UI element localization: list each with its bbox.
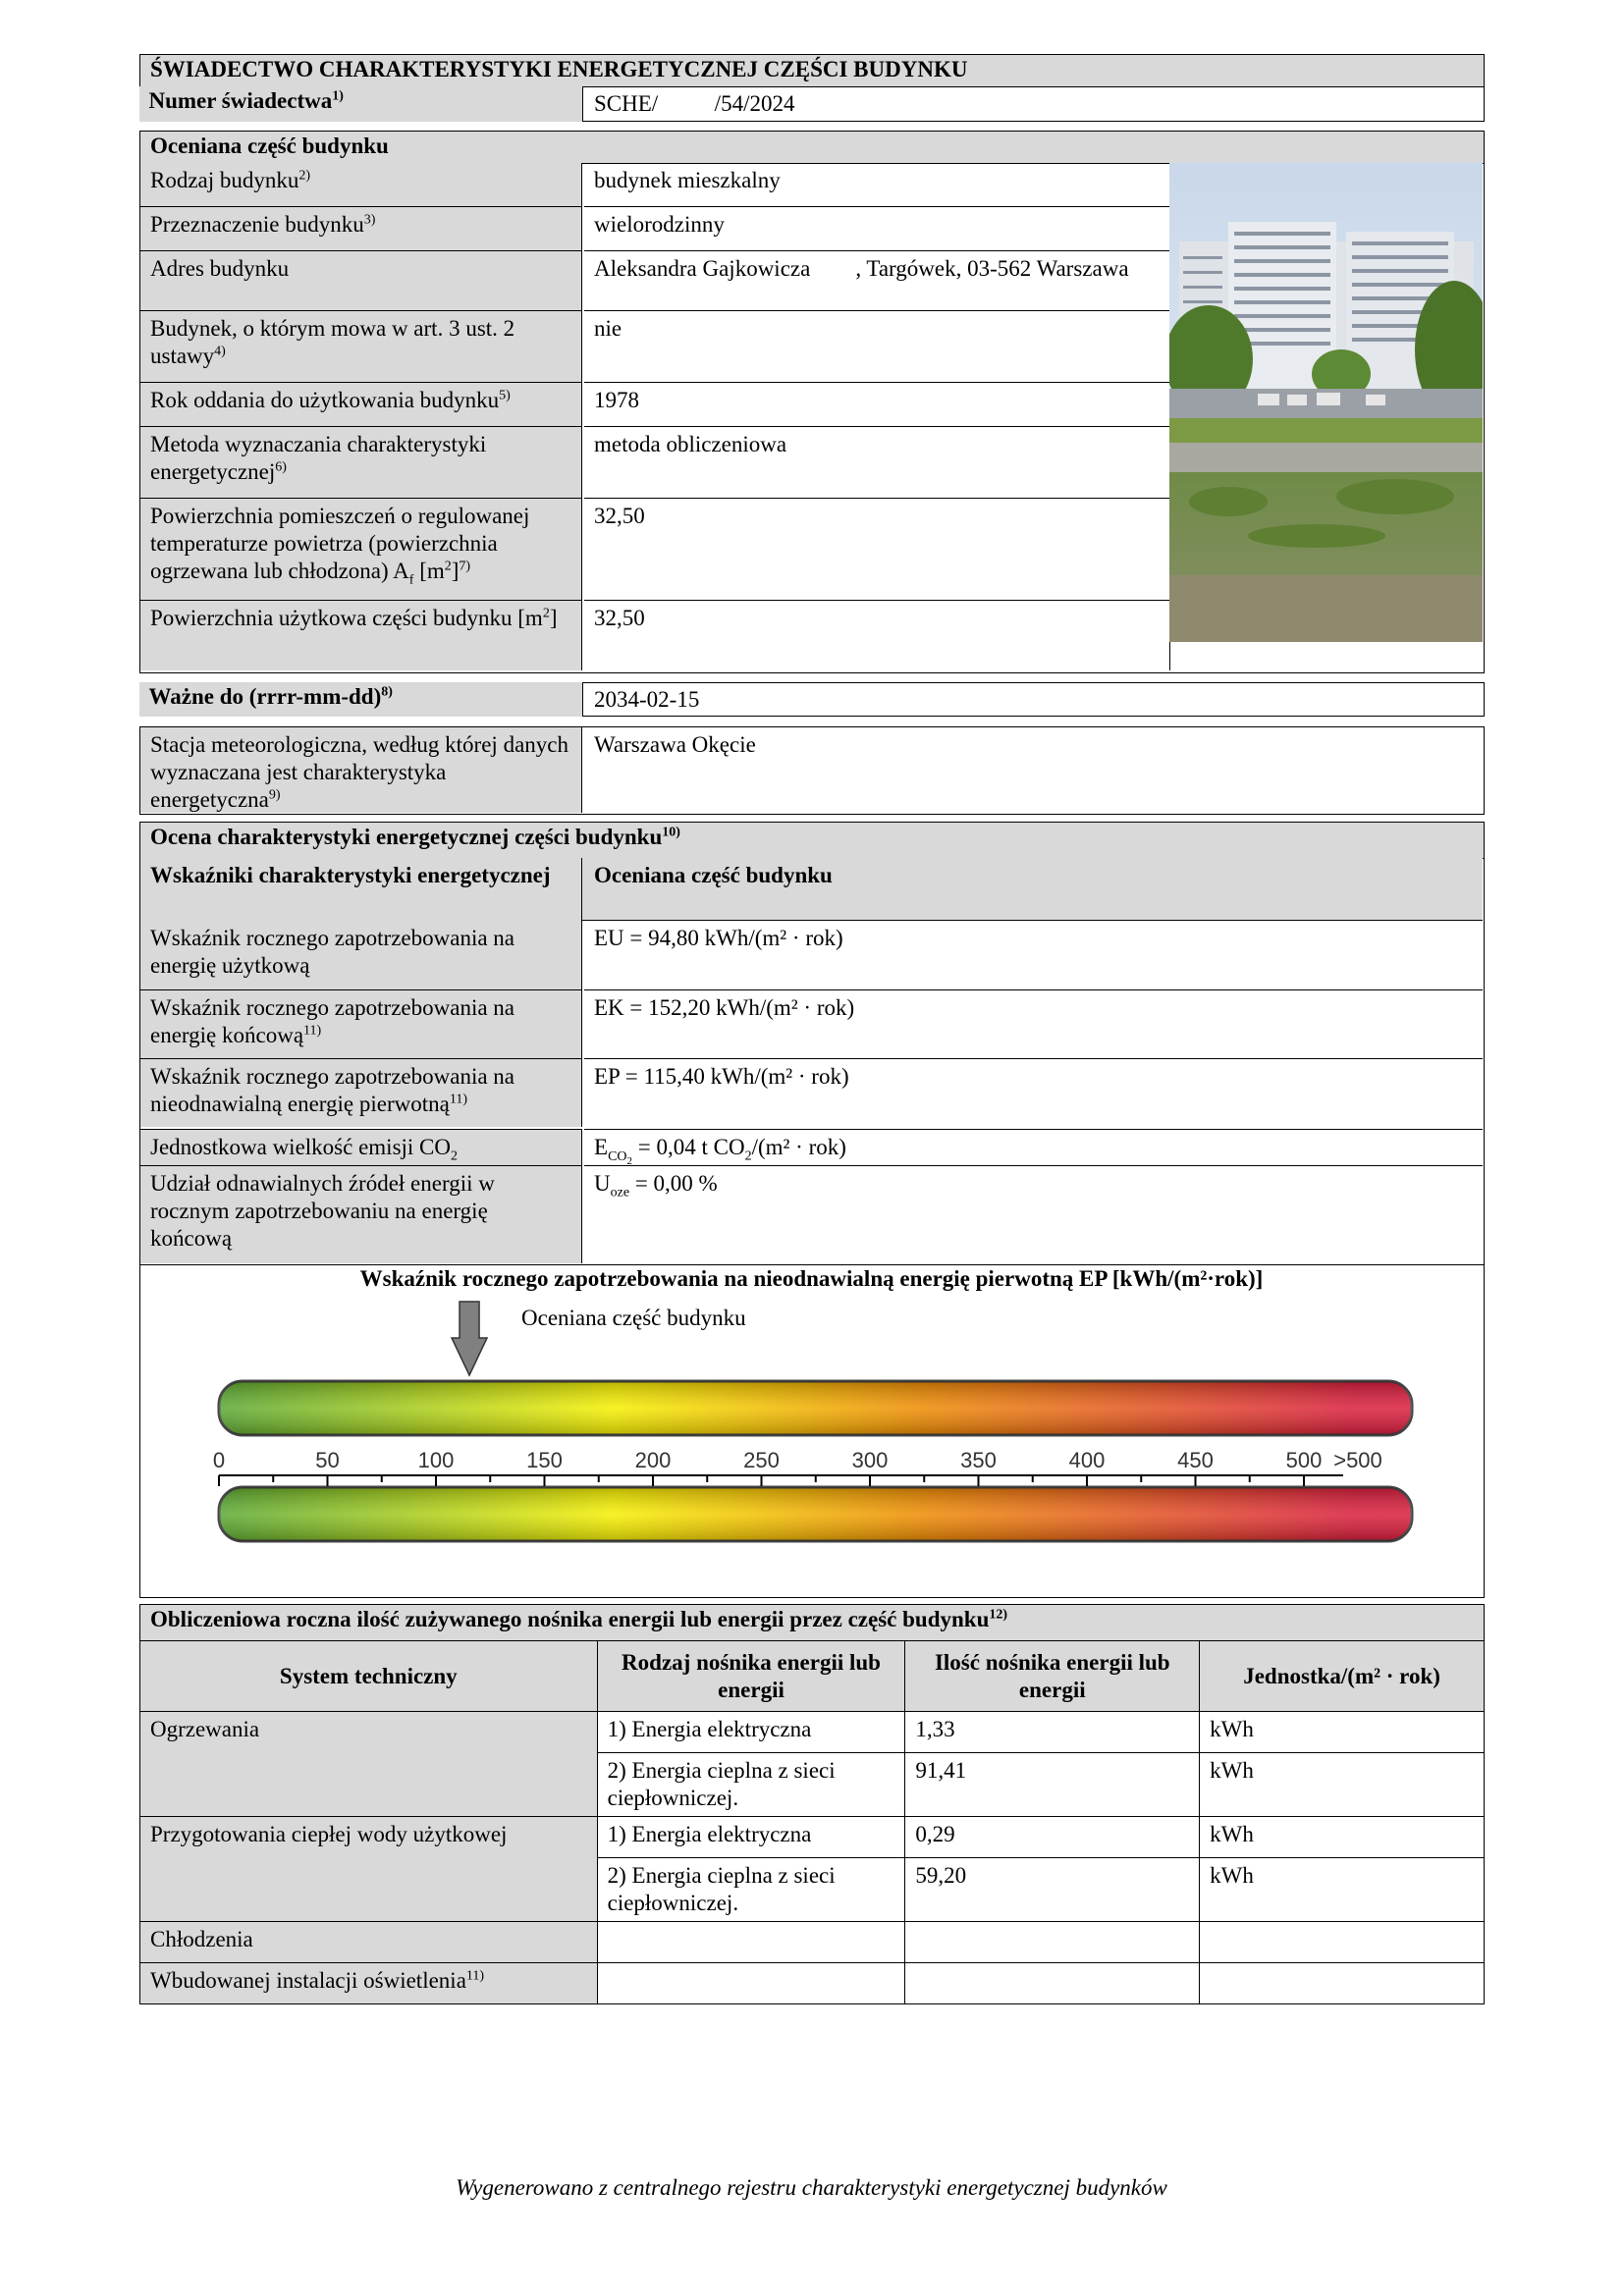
indicator-value-0: EU = 94,80 kWh/(m² · rok) <box>594 926 843 950</box>
carrier-cell: 1) Energia elektryczna <box>597 1817 905 1858</box>
info-label-7: Powierzchnia użytkowa części budynku $[m^2]$ <box>140 600 582 670</box>
energy-carriers-table <box>139 1640 1485 2004</box>
info-value-0: budynek mieszkalny <box>584 163 1170 206</box>
info-label-6: Powierzchnia pomieszczeń o regulowanej temperaturze powietrza (powierzchnia ogrzewana lub chłodzona) $A_f$ $[m^2]^{7)}$ <box>140 498 582 600</box>
indicator-value-2: EP = 115,40 kWh/(m² · rok) <box>584 1058 1483 1127</box>
info-label-4: Rok oddania do użytkowania budynku$^{5)}$ <box>140 382 582 426</box>
table-row <box>140 1817 1485 1858</box>
indicator-label-2: Wskaźnik rocznego zapotrzebowania na nieodnawialną energię pierwotną$^{11)}$ <box>140 1058 582 1127</box>
indicator-label-0: Wskaźnik rocznego zapotrzebowania na energię użytkową <box>140 921 582 989</box>
scale-tick-label: 350 <box>960 1448 997 1472</box>
info-value-5: metoda obliczeniowa <box>584 426 1170 498</box>
info-value-3: nie <box>584 310 1170 382</box>
valid-until-value: 2034-02-15 <box>594 687 700 712</box>
system-cell: Wbudowanej instalacji oświetlenia$^{11)}$ <box>140 1963 598 2004</box>
system-cell: Chłodzenia <box>140 1922 598 1963</box>
ep-scale-panel <box>139 1264 1485 1598</box>
col-amount: Ilość nośnika energii lub energii <box>905 1641 1200 1712</box>
indicator-value-1: EK = 152,20 kWh/(m² · rok) <box>584 989 1483 1058</box>
info-value-2: Aleksandra Gajkowicza , Targówek, 03-562 Warszawa <box>584 250 1170 310</box>
valid-until-label: Ważne do (rrrr-mm-dd)$^{8)}$ <box>139 682 583 717</box>
valid-until-row <box>139 682 1485 717</box>
co2-value: $E_{CO_2} = 0,04$ t $CO_2/(m^2 \cdot rok)$ <box>584 1129 1483 1165</box>
info-label-3: Budynek, o którym mowa w art. 3 ust. 2 ustawy$^{4)}$ <box>140 310 582 382</box>
amount-cell: 91,41 <box>905 1753 1200 1817</box>
assessed-part-header: Oceniana część budynku <box>594 863 833 887</box>
info-label-0: Rodzaj budynku$^{2)}$ <box>140 163 582 206</box>
carrier-cell: 2) Energia cieplna z sieci ciepłowniczej. <box>597 1753 905 1817</box>
indicator-label-1: Wskaźnik rocznego zapotrzebowania na energię końcową$^{11)}$ <box>140 989 582 1058</box>
ep-marker-label: Oceniana część budynku <box>521 1306 746 1330</box>
co2-label: Jednostkowa wielkość emisji $CO_2$ <box>140 1129 582 1165</box>
ep-marker-arrow <box>452 1302 487 1375</box>
table-row <box>140 1712 1485 1753</box>
amount-cell: 0,29 <box>905 1817 1200 1858</box>
station-value: Warszawa Okęcie <box>594 732 756 757</box>
info-value-1: wielorodzinny <box>584 206 1170 250</box>
table-row <box>140 1963 1485 2004</box>
amount-cell: 1,33 <box>905 1712 1200 1753</box>
table-row <box>140 1922 1485 1963</box>
amount-cell <box>905 1922 1200 1963</box>
section-assessed-part: Oceniana część budynku <box>139 131 1485 164</box>
col-system: System techniczny <box>140 1641 598 1712</box>
unit-cell: kWh <box>1200 1858 1485 1922</box>
unit-cell <box>1200 1922 1485 1963</box>
building-photo <box>1169 163 1483 642</box>
scale-tick-label: 500 <box>1285 1448 1323 1472</box>
section-energy-assessment: Ocena charakterystyki energetycznej części budynku$^{10)}$ <box>139 822 1485 859</box>
scale-tick-label: 250 <box>743 1448 780 1472</box>
system-cell: Przygotowania ciepłej wody użytkowej <box>140 1817 598 1922</box>
scale-tick-label: 0 <box>212 1448 226 1472</box>
carrier-cell <box>597 1963 905 2004</box>
cert-number-row <box>139 86 1485 122</box>
info-value-4: 1978 <box>584 382 1170 426</box>
station-row <box>139 726 1485 815</box>
scale-tick-label: >500 <box>1333 1448 1382 1472</box>
scale-tick-label: 150 <box>526 1448 563 1472</box>
system-cell: Ogrzewania <box>140 1712 598 1817</box>
unit-cell: kWh <box>1200 1712 1485 1753</box>
document-title: ŚWIADECTWO CHARAKTERYSTYKI ENERGETYCZNEJ CZĘŚCI BUDYNKU <box>139 54 1485 87</box>
cert-number-value: SCHE/ /54/2024 <box>594 91 795 116</box>
amount-cell: 59,20 <box>905 1858 1200 1922</box>
info-label-1: Przeznaczenie budynku$^{3)}$ <box>140 206 582 250</box>
indicators-table <box>139 858 1485 1265</box>
info-label-2: Adres budynku <box>140 250 582 310</box>
scale-tick-label: 400 <box>1068 1448 1106 1472</box>
amount-cell <box>905 1963 1200 2004</box>
scale-tick-label: 100 <box>417 1448 455 1472</box>
carrier-cell: 2) Energia cieplna z sieci ciepłowniczej. <box>597 1858 905 1922</box>
ep-scale-chart <box>140 1264 1483 1596</box>
info-value-7: 32,50 <box>584 600 1170 670</box>
info-label-5: Metoda wyznaczania charakterystyki energetycznej$^{6)}$ <box>140 426 582 498</box>
cert-number-label: Numer świadectwa$^{1)}$ <box>139 86 583 122</box>
scale-tick-label: 450 <box>1177 1448 1214 1472</box>
carrier-cell <box>597 1922 905 1963</box>
oze-label: Udział odnawialnych źródeł energii w rocznym zapotrzebowaniu na energię końcową <box>140 1165 582 1263</box>
unit-cell: kWh <box>1200 1817 1485 1858</box>
scale-tick-label: 200 <box>634 1448 672 1472</box>
section-energy-carriers: Obliczeniowa roczna ilość zużywanego nośnika energii lub energii przez część budynku$^{12)}$ <box>139 1604 1485 1641</box>
carrier-cell: 1) Energia elektryczna <box>597 1712 905 1753</box>
unit-cell: kWh <box>1200 1753 1485 1817</box>
col-unit: Jednostka/(m² · rok) <box>1200 1641 1485 1712</box>
ep-scale-title: Wskaźnik rocznego zapotrzebowania na nieodnawialną energię pierwotną EP [kWh/(m²·rok)] <box>359 1266 1264 1291</box>
info-value-6: 32,50 <box>584 498 1170 600</box>
scale-tick-label: 300 <box>851 1448 889 1472</box>
oze-value: $U_{oze} = 0,00$ % <box>584 1165 1483 1263</box>
station-label: Stacja meteorologiczna, według której danych wyznaczana jest charakterystyka energetyczna$^{9)}$ <box>140 727 582 813</box>
indicators-header: Wskaźniki charakterystyki energetycznej <box>140 858 582 921</box>
scale-tick-label: 50 <box>315 1448 340 1472</box>
col-carrier: Rodzaj nośnika energii lub energii <box>597 1641 905 1712</box>
unit-cell <box>1200 1963 1485 2004</box>
footer-note: Wygenerowano z centralnego rejestru charakterystyki energetycznej budynków <box>456 2175 1167 2200</box>
